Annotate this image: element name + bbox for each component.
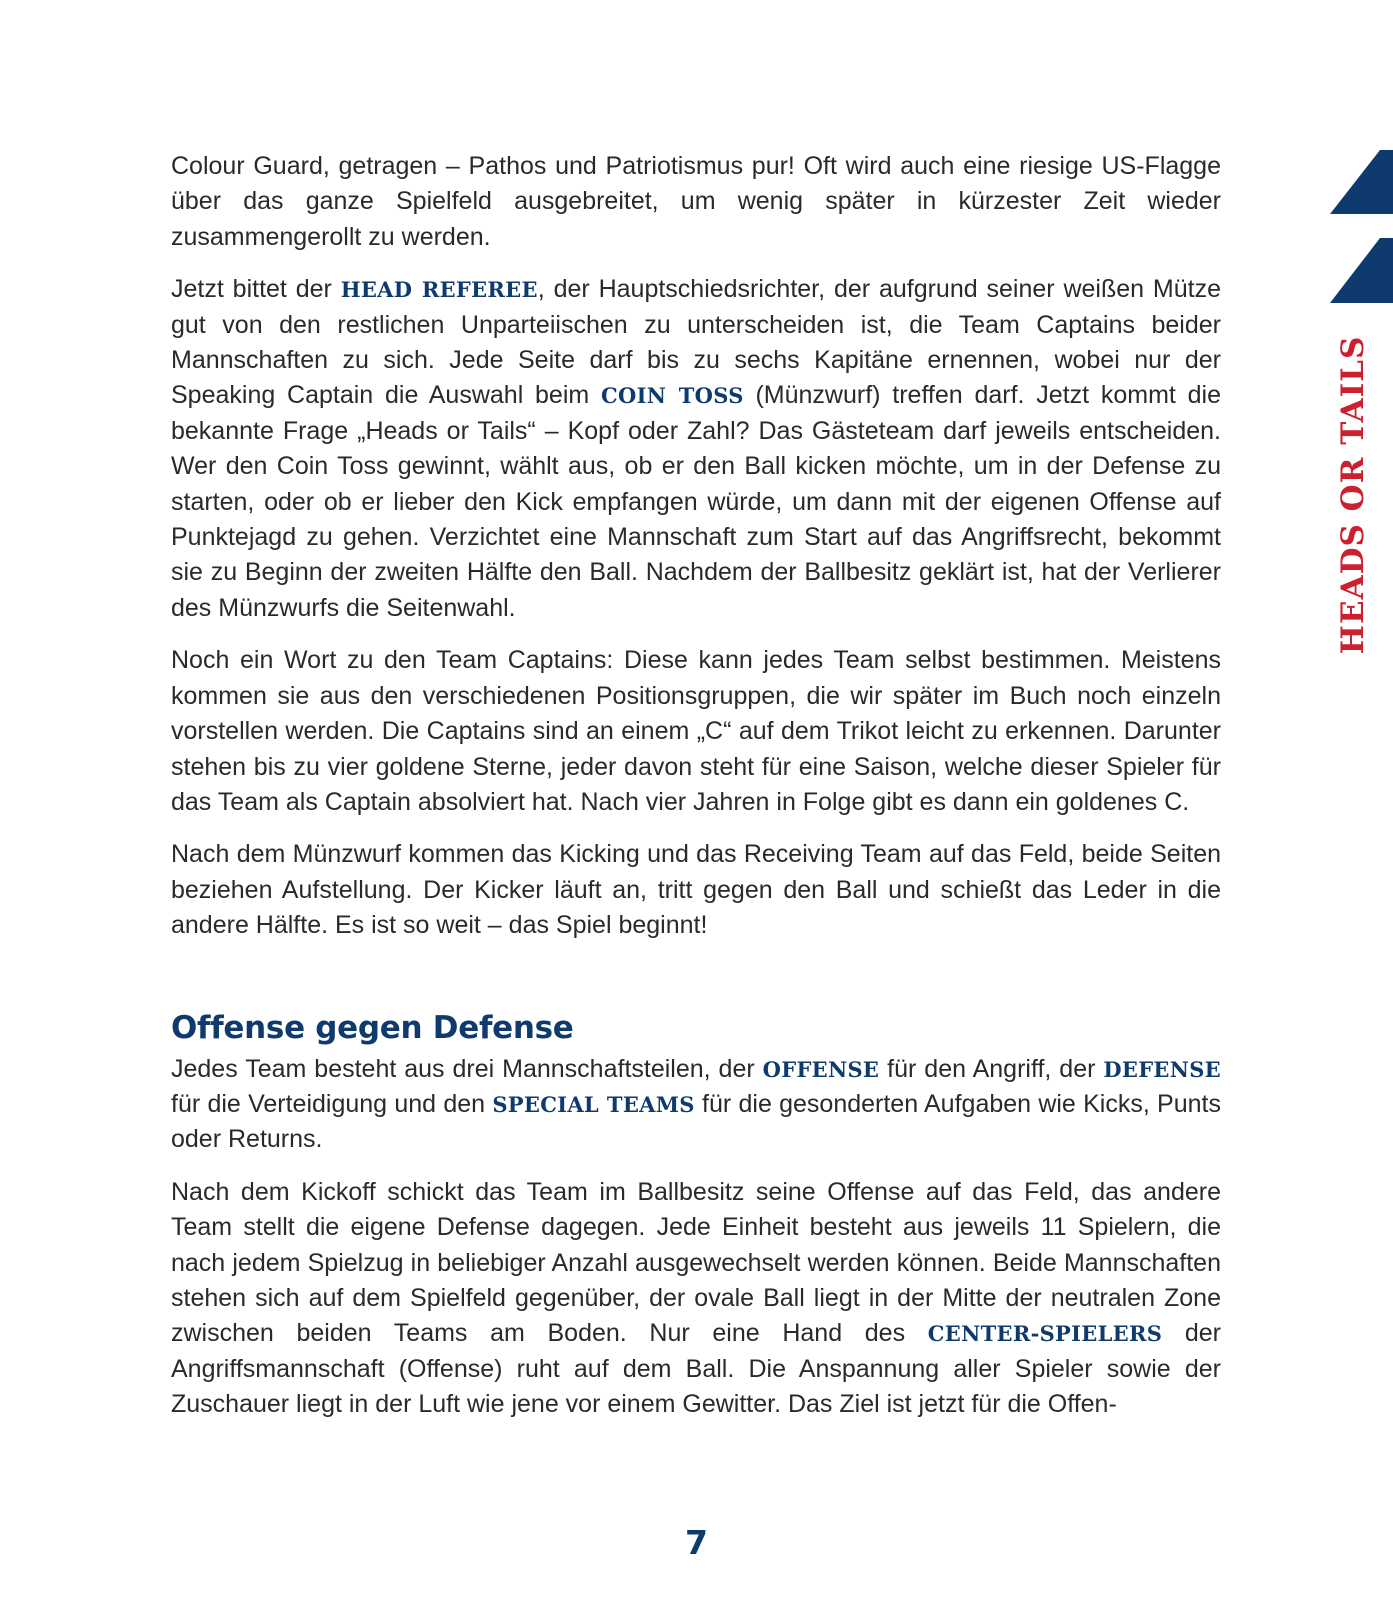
keyword-special-teams: SPECIAL TEAMS (492, 1091, 695, 1117)
paragraph: Jedes Team besteht aus drei Mannschaftsteilen, der OFFENSE für den Angriff, der DEFENSE für die Verteidigung und den SPECIAL TEAMS für die gesonderten Aufgaben wie Kicks, Punts oder Returns. (171, 1054, 1221, 1154)
main-text-column (171, 149, 1221, 1440)
keyword-center-spielers: CENTER-SPIELERS (927, 1321, 1163, 1347)
paragraph: Colour Guard, getragen – Pathos und Patriotismus pur! Oft wird auch eine riesige US-Flagge über das ganze Spielfeld ausgebreitet, um wenig später in kürzester Zeit wieder zusammengerollt zu werden. (171, 152, 1221, 251)
keyword-coin-toss: COIN TOSS (601, 383, 744, 409)
keyword-head-referee: HEAD REFEREE (340, 277, 538, 303)
paragraph: Nach dem Kickoff schickt das Team im Ballbesitz seine Offense auf das Feld, das andere Team stellt die eigene Defense dagegen. Jede Einheit besteht aus jeweils 11 Spielern, die nach jedem Spielzug in beliebiger Anzahl ausgewechselt werden können. Beide Mannschaften stehen sich auf dem Spielfeld gegenüber, der ovale Ball liegt in der Mitte der neutralen Zone zwischen beiden Teams am Boden. Nur eine Hand des CENTER-SPIELERS der Angriffsmannschaft (Offense) ruht auf dem Ball. Die Anspannung aller Spieler sowie der Zuschauer liegt in der Luft wie jene vor einem Gewitter. Das Ziel ist jetzt für die Offen- (171, 1177, 1221, 1419)
page-number: 7 (685, 1523, 708, 1562)
section-heading: Offense gegen Defense (171, 1009, 574, 1046)
keyword-offense: OFFENSE (762, 1056, 880, 1082)
paragraph: Jetzt bittet der HEAD REFEREE, der Hauptschiedsrichter, der aufgrund seiner weißen Mütze gut von den restlichen Unparteiischen zu unterscheiden ist, die Team Captains beider Mannschaften zu sich. Jede Seite darf bis zu sechs Kapitäne ernennen, wobei nur der Speaking Captain die Auswahl beim COIN TOSS (Münzwurf) treffen darf. Jetzt kommt die bekannte Frage „Heads or Tails“ – Kopf oder Zahl? Das Gästeteam darf jeweils entscheiden. Wer den Coin Toss gewinnt, wählt aus, ob er den Ball kicken möchte, um in der Defense zu starten, oder ob er lieber den Kick empfangen würde, um dann mit der eigenen Offense auf Punktejagd zu gehen. Verzichtet eine Mannschaft zum Start auf das Angriffsrecht, bekommt sie zu Beginn der zweiten Hälfte den Ball. Nachdem der Ballbesitz geklärt ist, hat der Verlierer des Münzwurfs die Seitenwahl. (171, 275, 1222, 622)
paragraph: Nach dem Münzwurf kommen das Kicking und das Receiving Team auf das Feld, beide Seiten beziehen Aufstellung. Der Kicker läuft an, tritt gegen den Ball und schießt das Leder in die andere Hälfte. Es ist so weit – das Spiel beginnt! (171, 840, 1221, 940)
chapter-side-label: HEADS OR TAILS (1335, 335, 1371, 655)
keyword-defense: DEFENSE (1103, 1056, 1221, 1082)
stripes-decoration (1330, 150, 1393, 335)
paragraph: Noch ein Wort zu den Team Captains: Diese kann jedes Team selbst bestimmen. Meistens kommen sie aus den verschiedenen Positionsgruppen, die wir später im Buch noch einzeln vorstellen werden. Die Captains sind an einem „C“ auf dem Trikot leicht zu erkennen. Darunter stehen bis zu vier goldene Sterne, jeder davon steht für eine Saison, welche dieser Spieler für das Team als Captain absolviert hat. Nach vier Jahren in Folge gibt es dann ein goldenes C. (171, 646, 1221, 816)
